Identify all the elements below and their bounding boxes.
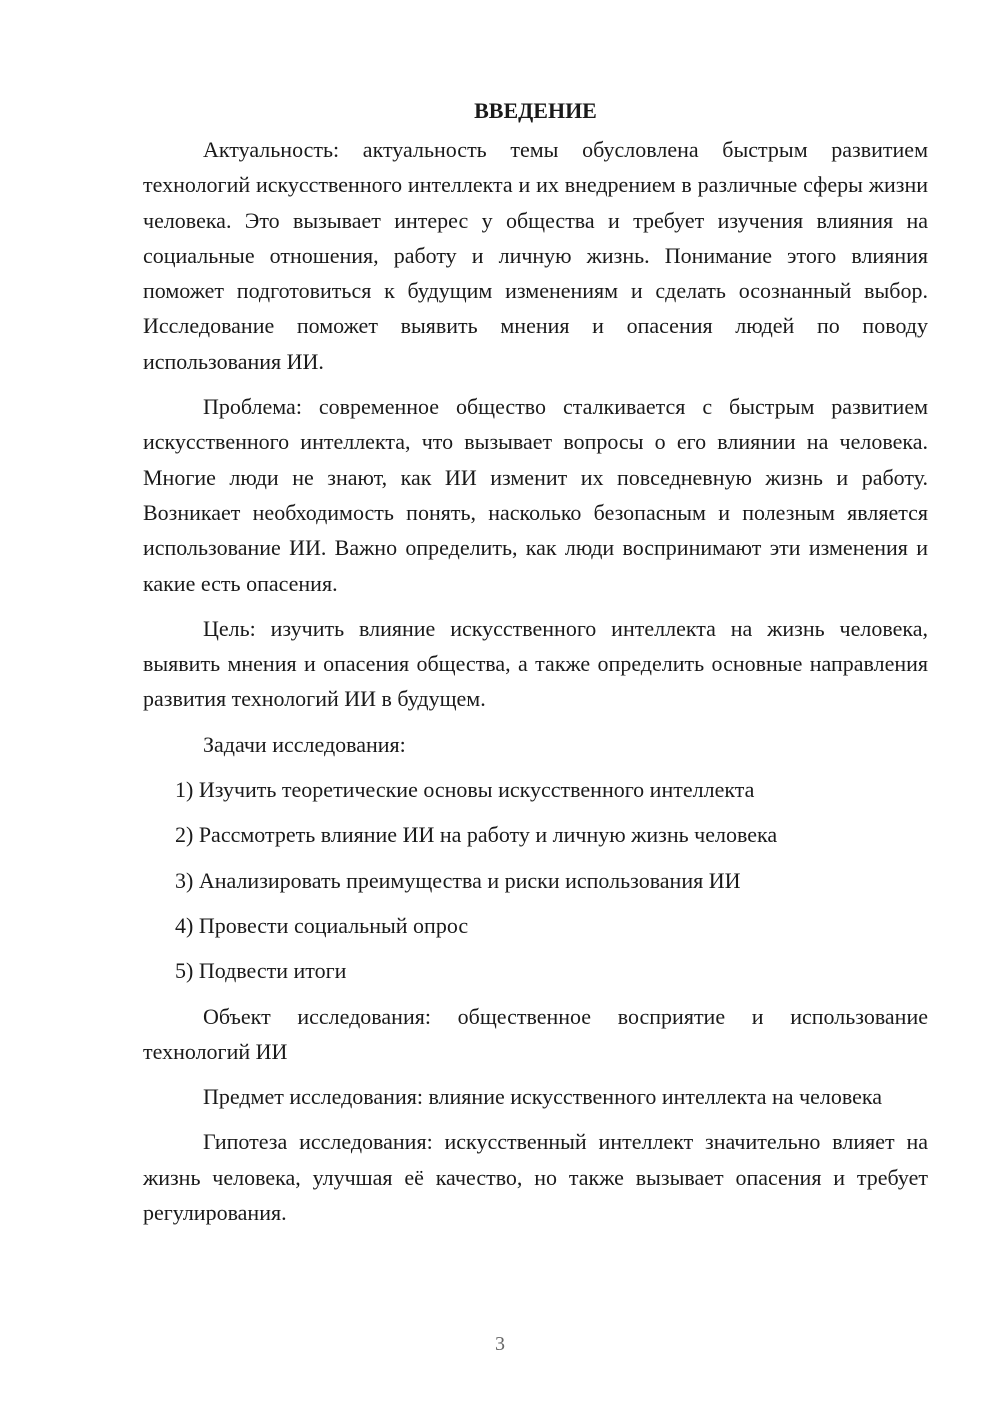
document-page (143, 96, 928, 1230)
paragraph-problem: Проблема: современное общество сталкивается с быстрым развитием искусственного интеллекта, что вызывает вопросы о его влиянии на человека. Многие люди не знают, как ИИ изменит их повседневную жизнь и работу. Возникает необходимость понять, насколько безопасным и полезным является использование ИИ. Важно определить, как люди воспринимают эти изменения и какие есть опасения. (143, 394, 928, 596)
paragraph-hypothesis: Гипотеза исследования: искусственный интеллект значительно влияет на жизнь человека, улучшая её качество, но также вызывает опасения и требует регулирования. (143, 1129, 928, 1226)
task-item: 1) Изучить теоретические основы искусственного интеллекта (175, 777, 755, 803)
task-item: 2) Рассмотреть влияние ИИ на работу и личную жизнь человека (175, 822, 778, 848)
tasks-list (143, 772, 928, 988)
paragraph-relevance: Актуальность: актуальность темы обусловлена быстрым развитием технологий искусственного интеллекта и их внедрением в различные сферы жизни человека. Это вызывает интерес у общества и требует изучения влияния на социальные отношения, работу и личную жизнь. Понимание этого влияния поможет подготовиться к будущим изменениям и сделать осознанный выбор. Исследование поможет выявить мнения и опасения людей по поводу использования ИИ. (143, 137, 928, 374)
task-item: 3) Анализировать преимущества и риски использования ИИ (175, 867, 741, 893)
task-item: 5) Подвести итоги (175, 958, 347, 984)
task-item: 4) Провести социальный опрос (175, 912, 469, 938)
paragraph-goal: Цель: изучить влияние искусственного интеллекта на жизнь человека, выявить мнения и опасения общества, а также определить основные направления развития технологий ИИ в будущем. (143, 615, 928, 712)
section-title: ВВЕДЕНИЕ (474, 98, 597, 123)
paragraph-subject: Предмет исследования: влияние искусственного интеллекта на человека (203, 1084, 883, 1110)
page-number: 3 (495, 1333, 505, 1355)
tasks-heading: Задачи исследования: (203, 731, 406, 757)
paragraph-object: Объект исследования: общественное восприятие и использование технологий ИИ (143, 1003, 928, 1064)
